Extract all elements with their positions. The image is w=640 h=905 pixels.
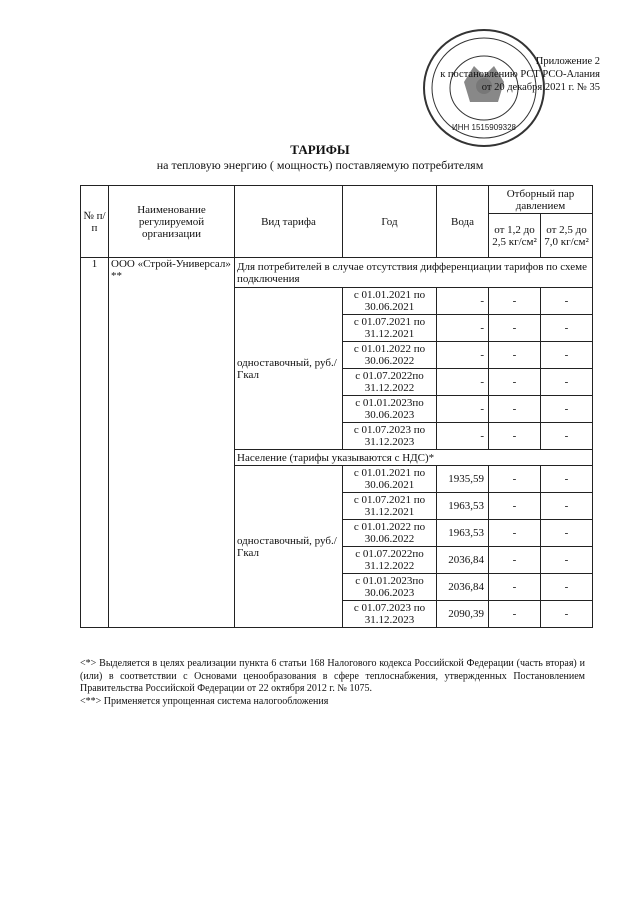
water-value-cell: - [437, 288, 489, 315]
period-cell: с 01.07.2021 по 31.12.2021 [343, 493, 437, 520]
document-subtitle: на тепловую энергию ( мощность) поставляемую потребителям [156, 158, 484, 172]
water-value-cell: 1963,53 [437, 493, 489, 520]
steam-b-value-cell: - [541, 396, 593, 423]
period-cell: с 01.01.2023по 30.06.2023 [343, 396, 437, 423]
water-value-cell: 1935,59 [437, 466, 489, 493]
steam-b-value-cell: - [541, 493, 593, 520]
water-value-cell: - [437, 396, 489, 423]
steam-a-value-cell: - [489, 342, 541, 369]
steam-b-value-cell: - [541, 466, 593, 493]
document-title: ТАРИФЫ [290, 142, 350, 157]
steam-a-value-cell: - [489, 520, 541, 547]
header-water: Вода [437, 186, 489, 258]
steam-a-value-cell: - [489, 493, 541, 520]
appendix-line2: к постановлению РСТ РСО-Алания [440, 69, 600, 80]
steam-a-value-cell: - [489, 466, 541, 493]
water-value-cell: - [437, 423, 489, 450]
water-value-cell: 1963,53 [437, 520, 489, 547]
water-value-cell: 2036,84 [437, 574, 489, 601]
steam-a-value-cell: - [489, 315, 541, 342]
water-value-cell: 2036,84 [437, 547, 489, 574]
header-tariff-type: Вид тарифа [235, 186, 343, 258]
steam-b-value-cell: - [541, 423, 593, 450]
period-cell: с 01.07.2021 по 31.12.2021 [343, 315, 437, 342]
header-year: Год [343, 186, 437, 258]
water-value-cell: 2090,39 [437, 601, 489, 628]
period-cell: с 01.07.2022по 31.12.2022 [343, 369, 437, 396]
tariff-type-cell: одноставочный, руб./Гкал [235, 466, 343, 628]
steam-b-value-cell: - [541, 574, 593, 601]
steam-b-value-cell: - [541, 601, 593, 628]
water-value-cell: - [437, 342, 489, 369]
footnote-1: <*> Выделяется в целях реализации пункта 6 статьи 168 Налогового кодекса Российской Федерации (часть вторая) и (или) в соответствии с Основами ценообразования в сфере теплоснабжения, утвержденных Постановлением Правительства Российской Федерации от 22 октября 2012 г. № 1075. [80, 658, 585, 694]
steam-a-value-cell: - [489, 396, 541, 423]
period-cell: с 01.07.2023 по 31.12.2023 [343, 601, 437, 628]
water-value-cell: - [437, 315, 489, 342]
row-number: 1 [81, 258, 109, 628]
period-cell: с 01.07.2022по 31.12.2022 [343, 547, 437, 574]
footnote-2: <**> Применяется упрощенная система налогообложения [80, 695, 329, 707]
steam-a-value-cell: - [489, 423, 541, 450]
steam-a-value-cell: - [489, 547, 541, 574]
tariff-type-cell: одноставочный, руб./Гкал [235, 288, 343, 450]
appendix-reference [400, 55, 600, 94]
period-cell: с 01.01.2023по 30.06.2023 [343, 574, 437, 601]
header-steam: Отборный пар давлением [489, 186, 593, 214]
steam-b-value-cell: - [541, 288, 593, 315]
appendix-line1: Приложение 2 [535, 56, 600, 67]
appendix-line3: от 20 декабря 2021 г. № 35 [481, 82, 600, 93]
steam-a-value-cell: - [489, 601, 541, 628]
steam-b-value-cell: - [541, 547, 593, 574]
steam-a-value-cell: - [489, 369, 541, 396]
header-org: Наименование регулируемой организации [109, 186, 235, 258]
steam-b-value-cell: - [541, 369, 593, 396]
section2-title: Население (тарифы указываются с НДС)* [235, 450, 593, 466]
header-num: № п/п [81, 186, 109, 258]
period-cell: с 01.01.2021 по 30.06.2021 [343, 466, 437, 493]
period-cell: с 01.07.2023 по 31.12.2023 [343, 423, 437, 450]
header-steam-a: от 1,2 до 2,5 кг/см² [489, 214, 541, 258]
footnotes [80, 658, 585, 708]
steam-a-value-cell: - [489, 574, 541, 601]
steam-b-value-cell: - [541, 315, 593, 342]
period-cell: с 01.01.2022 по 30.06.2022 [343, 520, 437, 547]
water-value-cell: - [437, 369, 489, 396]
svg-text:ИНН 1515909328: ИНН 1515909328 [451, 123, 517, 132]
period-cell: с 01.01.2022 по 30.06.2022 [343, 342, 437, 369]
steam-a-value-cell: - [489, 288, 541, 315]
header-steam-b: от 2,5 до 7,0 кг/см² [541, 214, 593, 258]
steam-b-value-cell: - [541, 520, 593, 547]
section1-title: Для потребителей в случае отсутствия дифференциации тарифов по схеме подключения [235, 258, 593, 288]
organization-name: ООО «Строй-Универсал» ** [109, 258, 235, 628]
tariff-table [80, 185, 593, 628]
steam-b-value-cell: - [541, 342, 593, 369]
period-cell: с 01.01.2021 по 30.06.2021 [343, 288, 437, 315]
